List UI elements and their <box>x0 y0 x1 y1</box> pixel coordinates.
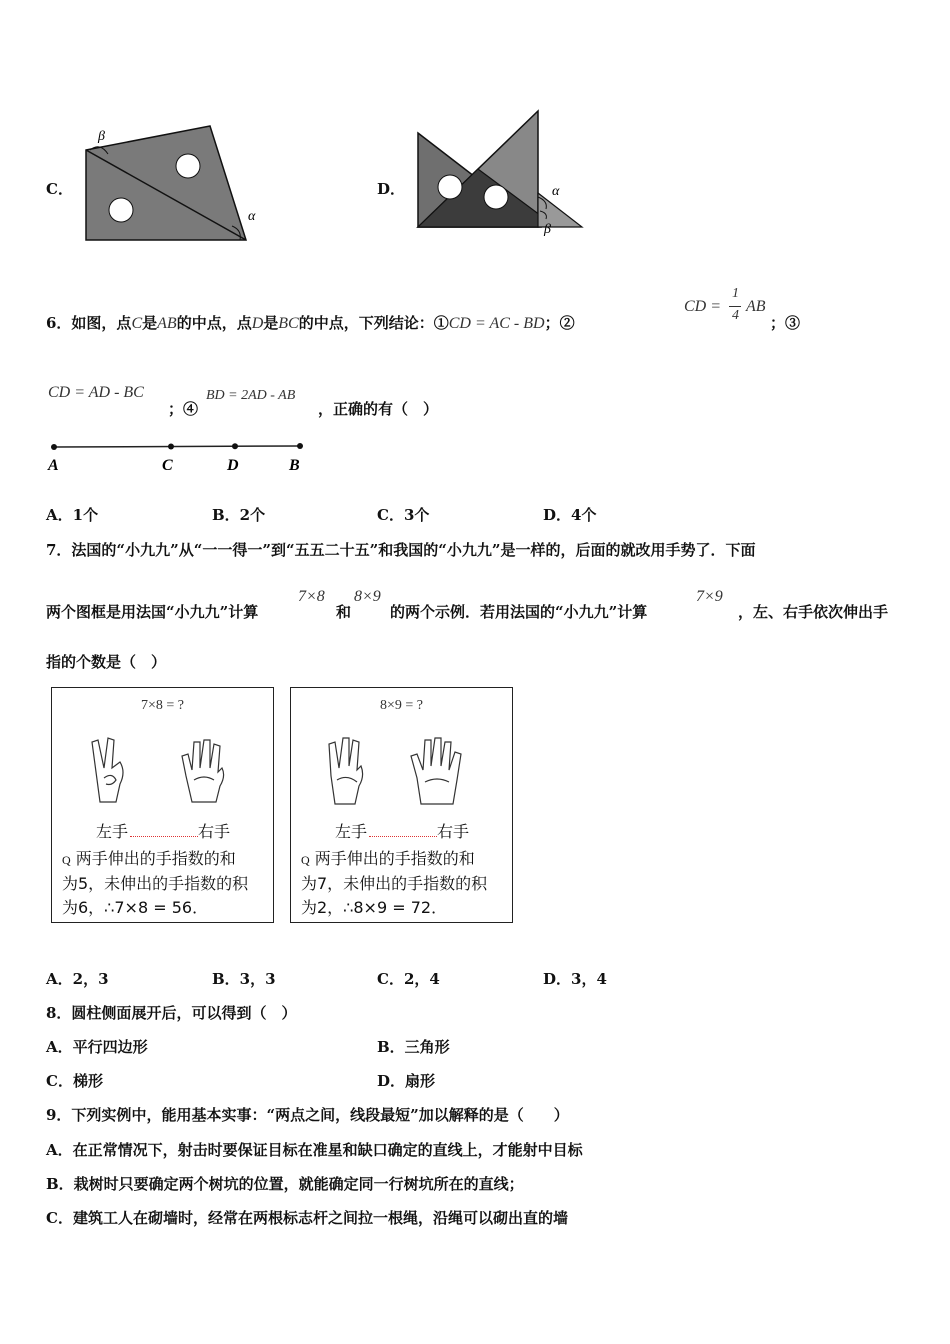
quadrilateral-shape <box>86 126 246 240</box>
point-b <box>297 443 303 449</box>
right-hand-icon <box>411 738 461 804</box>
q6-formula-3: CD = AD - BC <box>48 384 144 401</box>
q9-stem: 9．下列实例中，能用基本实事：“两点之间，线段最短”加以解释的是（ ） <box>46 1106 569 1124</box>
box-text-line2: 为5，未伸出的手指数的积 <box>62 874 249 893</box>
q7-option-a[interactable]: A．2，3 <box>46 970 109 988</box>
q8-option-d[interactable]: D．扇形 <box>377 1072 436 1090</box>
q7-expr-7x9: 7×9 <box>696 588 723 605</box>
figure-option-c <box>80 118 260 246</box>
hand-gestures-illustration <box>82 732 252 812</box>
q7-stem-line2b: 的两个示例．若用法国的“小九九”计算 <box>390 603 648 621</box>
spell-underline <box>369 836 437 837</box>
point-c <box>168 444 174 450</box>
point-a <box>51 444 57 450</box>
q6-stem-line1: 6．如图，点C是AB的中点，点D是BC的中点，下列结论：①CD = AC - BD；② <box>46 314 575 332</box>
q6-option-b[interactable]: B．2个 <box>212 506 266 524</box>
q7-stem-line2a: 两个图框是用法国“小九九”计算 <box>46 603 259 621</box>
q9-option-c[interactable]: C．建筑工人在砌墙时，经常在两根标志杆之间拉一根绳，沿绳可以砌出直的墙 <box>46 1209 568 1227</box>
hole-circle <box>484 185 508 209</box>
label-a: A <box>48 457 59 474</box>
q7-expr-8x9: 8×9 <box>354 588 381 605</box>
figure-option-d <box>410 105 600 237</box>
hole-circle <box>109 198 133 222</box>
left-hand-label: 左手 <box>335 822 368 841</box>
box-text-line1: Q 两手伸出的手指数的和 <box>62 849 236 868</box>
q6-option-d[interactable]: D．4个 <box>543 506 597 524</box>
q8-option-b[interactable]: B．三角形 <box>377 1038 450 1056</box>
left-hand-icon <box>92 738 123 802</box>
q9-option-a[interactable]: A．在正常情况下，射击时要保证目标在准星和缺口确定的直线上，才能射中目标 <box>46 1141 583 1159</box>
q9-option-b[interactable]: B．栽树时只要确定两个树坑的位置，就能确定同一行树坑所在的直线； <box>46 1175 524 1193</box>
angle-alpha-label: α <box>248 209 256 224</box>
box-text-line2: 为7，未伸出的手指数的积 <box>301 874 488 893</box>
example-box-7x8 <box>51 687 274 923</box>
segment-ab <box>54 446 300 447</box>
q8-option-a[interactable]: A．平行四边形 <box>46 1038 148 1056</box>
right-hand-label: 右手 <box>198 822 231 841</box>
point-d <box>232 443 238 449</box>
q7-option-d[interactable]: D．3，4 <box>543 970 607 988</box>
q8-stem: 8．圆柱侧面展开后，可以得到（ ） <box>46 1004 297 1022</box>
q6-stem-tail: ，正确的有（ ） <box>318 400 439 418</box>
spell-underline <box>130 836 198 837</box>
left-hand-icon <box>329 738 363 804</box>
q7-expr-7x8: 7×8 <box>298 588 325 605</box>
label-b: B <box>289 457 300 474</box>
example-box-8x9 <box>290 687 513 923</box>
q7-and: 和 <box>336 603 352 621</box>
q7-stem-line3: 指的个数是（ ） <box>46 653 167 671</box>
angle-beta-label: β <box>544 222 551 237</box>
right-hand-icon <box>182 740 224 802</box>
right-hand-label: 右手 <box>437 822 470 841</box>
angle-beta-label: β <box>98 129 105 144</box>
label-d: D <box>227 457 239 474</box>
q6-option-a[interactable]: A．1个 <box>46 506 99 524</box>
box-text-line1: Q 两手伸出的手指数的和 <box>301 849 475 868</box>
box-header: 7×8 = ? <box>140 698 184 713</box>
hole-circle <box>176 154 200 178</box>
q8-option-c[interactable]: C．梯形 <box>46 1072 103 1090</box>
q6-line-segment-figure <box>44 436 314 476</box>
box-text-line3: 为6，∴7×8 = 56． <box>62 898 209 917</box>
left-hand-label: 左手 <box>96 822 129 841</box>
q6-sep4: ；④ <box>168 400 199 418</box>
q7-stem-line2c: ，左、右手依次伸出手 <box>738 603 889 621</box>
q6-option-c[interactable]: C．3个 <box>377 506 430 524</box>
hand-gestures-illustration <box>321 732 491 812</box>
option-c-label[interactable]: C． <box>46 180 73 198</box>
box-header: 8×9 = ? <box>379 698 423 713</box>
option-d-label[interactable]: D． <box>377 180 406 198</box>
q7-option-c[interactable]: C．2，4 <box>377 970 440 988</box>
hole-circle <box>438 175 462 199</box>
box-text-line3: 为2，∴8×9 = 72． <box>301 898 448 917</box>
q7-option-b[interactable]: B．3，3 <box>212 970 276 988</box>
angle-alpha-label: α <box>552 184 560 199</box>
q6-sep3: ；③ <box>770 314 801 332</box>
q7-stem-line1: 7．法国的“小九九”从“一一得一”到“五五二十五”和我国的“小九九”是一样的，后面的就改用手势了．下面 <box>46 541 756 559</box>
q6-formula-4: BD = 2AD - AB <box>206 388 296 403</box>
label-c: C <box>162 457 173 474</box>
